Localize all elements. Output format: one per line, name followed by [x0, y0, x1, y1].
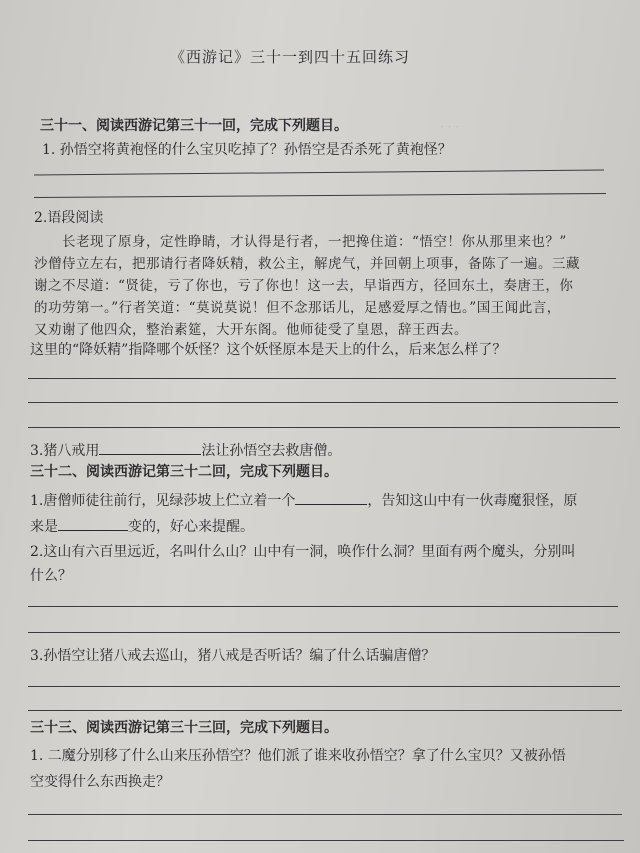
- s32-question-3: 3.孙悟空让猪八戒去巡山，猪八戒是否听话？编了什么话骗唐僧？: [30, 648, 436, 664]
- answer-line: [28, 427, 620, 428]
- passage-line: 沙僧侍立左右，把那请行者降妖精，救公主，解虎气，并回朝上项事，备陈了一遍。三藏: [34, 256, 580, 272]
- page-title: 《西游记》三十一到四十五回练习: [170, 48, 411, 66]
- section-33-heading: 三十三、阅读西游记第三十三回，完成下列题目。: [30, 720, 338, 736]
- fill-blank[interactable]: [99, 440, 201, 455]
- passage-line: 谢之不尽道：“贤徒，亏了你也，亏了你也！这一去，早诣西方，径回东土，奏唐王，你: [34, 278, 574, 294]
- s32-q1-text-b: ，告知这山中有一伙毒魔狠怪，原: [367, 493, 578, 509]
- answer-line: [28, 402, 618, 403]
- s31-question-2-label: 2.语段阅读: [34, 210, 104, 226]
- s32-q1-text-a: 1.唐僧师徒往前行，见绿莎坡上伫立着一个: [30, 493, 296, 509]
- s33-question-1: 1. 二魔分别移了什么山来压孙悟空？他们派了谁来收孙悟空？拿了什么宝贝？又被孙悟: [30, 748, 566, 764]
- s32-q1-text-d: 变的，好心来提醒。: [128, 519, 254, 535]
- s31-question-2: 这里的“降妖精”指降哪个妖怪？这个妖怪原本是天上的什么，后来怎么样了？: [30, 342, 507, 358]
- s32-question-2-cont: 什么？: [30, 568, 72, 584]
- s32-q1-text-c: 来是: [30, 519, 58, 535]
- answer-line: [28, 606, 618, 607]
- s31-question-1: 1. 孙悟空将黄袍怪的什么宝贝吃掉了？孙悟空是否杀死了黄袍怪？: [42, 142, 452, 158]
- s31-question-3: [30, 440, 341, 461]
- answer-line: [28, 840, 624, 841]
- s32-question-2: 2.这山有六百里远近，名叫什么山？山中有一洞，唤作什么洞？里面有两个魔头，分别叫: [30, 544, 576, 560]
- s32-question-1-cont: [30, 516, 254, 537]
- answer-line: [28, 378, 616, 379]
- s32-question-1: [30, 490, 577, 511]
- answer-line: [28, 814, 622, 815]
- answer-line: [34, 193, 606, 198]
- section-32-heading: 三十二、阅读西游记第三十二回，完成下列题目。: [30, 464, 338, 480]
- answer-line: [34, 170, 604, 176]
- s31-q3-text-a: 3.猪八戒用: [30, 443, 100, 459]
- passage-line: 的功劳第一。”行者笑道：“莫说莫说！但不念那话儿，足感爱厚之情也。”国王闻此言，: [34, 300, 561, 316]
- passage-line: 又劝谢了他四众，整治素筵，大开东阁。他师徒受了皇恩，辞王西去。: [34, 322, 468, 338]
- passage-line: 长老现了原身，定性睁睛，才认得是行者，一把搀住道：“悟空！你从那里来也？”: [62, 234, 567, 250]
- s33-question-1-cont: 空变得什么东西换走？: [30, 774, 170, 790]
- answer-line: [28, 686, 620, 687]
- s31-q3-text-b: 法让孙悟空去救唐僧。: [201, 443, 342, 459]
- fill-blank[interactable]: [58, 516, 128, 531]
- bleed-through-text: · · ·: [440, 120, 460, 134]
- section-31-heading: 三十一、阅读西游记第三十一回，完成下列题目。: [40, 118, 348, 134]
- fill-blank[interactable]: [295, 490, 367, 505]
- answer-line: [28, 710, 622, 711]
- answer-line: [28, 632, 620, 633]
